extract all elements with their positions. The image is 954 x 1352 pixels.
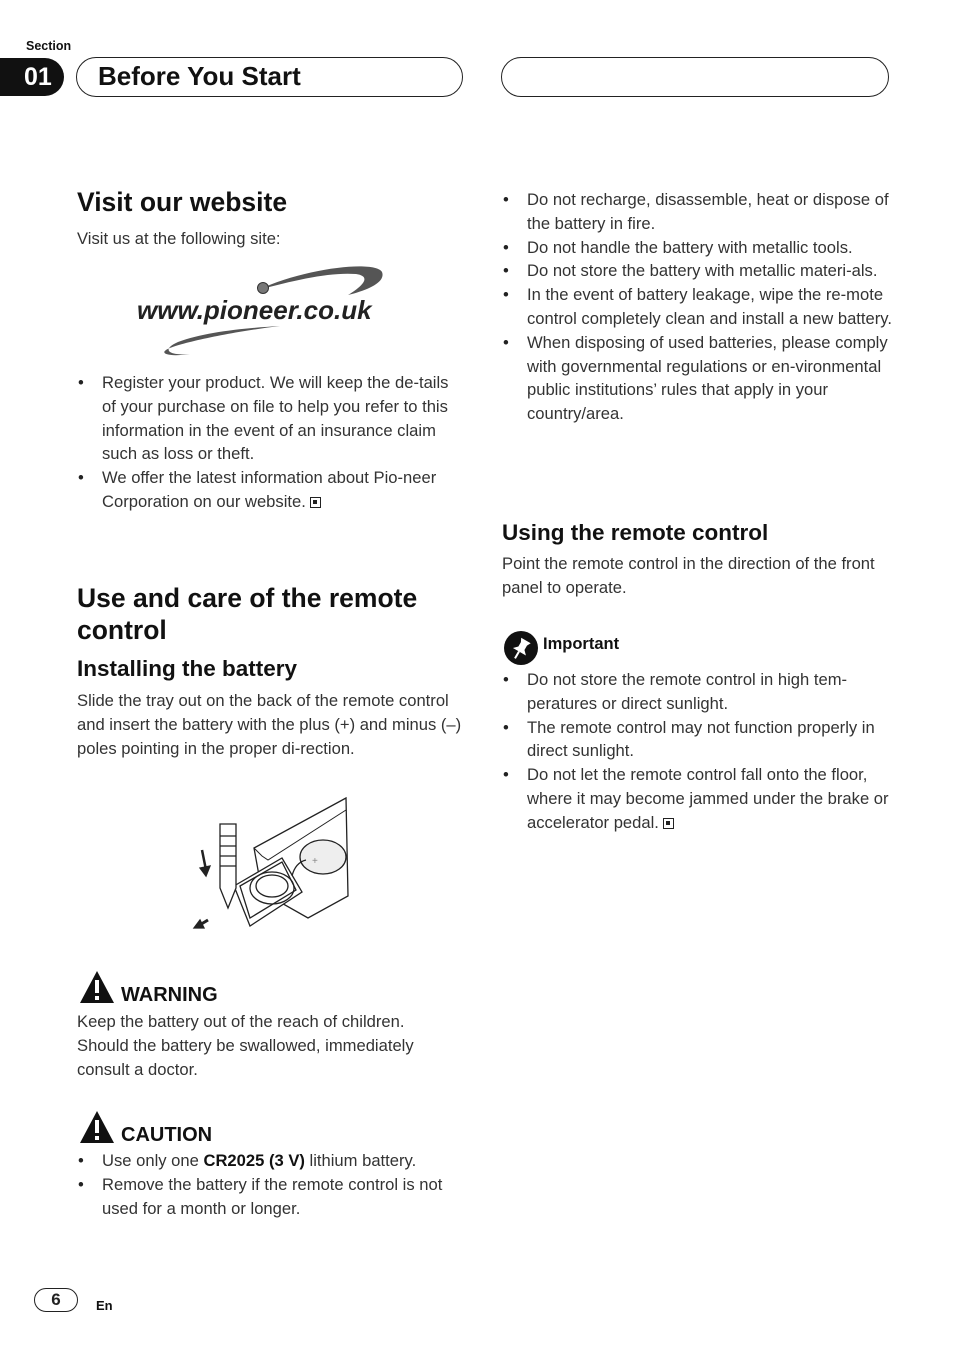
battery-care-bullets: [502, 188, 894, 426]
using-heading: Using the remote control: [502, 520, 769, 545]
battery-insertion-illustration: [190, 796, 352, 938]
list-item: • Register your product. We will keep the de-tails of your purchase on file to help you refer to this information in the event of an insurance claim such as loss or theft.: [77, 371, 463, 466]
list-item: • Do not store the battery with metallic materi-als.: [502, 259, 894, 283]
list-item: • Use only one CR2025 (3 V) lithium battery.: [77, 1149, 467, 1173]
installing-heading: Installing the battery: [77, 656, 298, 681]
section-number: 01: [0, 58, 64, 96]
list-item: • Do not store the remote control in high tem-peratures or direct sunlight.: [502, 668, 894, 716]
caution-title: CAUTION: [121, 1124, 213, 1146]
list-item: • Remove the battery if the remote control is not used for a month or longer.: [77, 1173, 467, 1221]
list-item: • When disposing of used batteries, please comply with governmental regulations or en-vironmental public institutions’ rules that apply in your country/area.: [502, 331, 894, 426]
warning-title: WARNING: [121, 984, 218, 1006]
list-item: • The remote control may not function properly in direct sunlight.: [502, 716, 894, 764]
caution-icon: [79, 1110, 115, 1144]
end-mark-icon: [310, 497, 321, 508]
important-pin-icon: [503, 630, 539, 666]
end-mark-icon: [663, 818, 674, 829]
page-number: 6: [34, 1288, 78, 1312]
logo-text: www.pioneer.co.uk: [137, 295, 372, 325]
warning-icon: [79, 970, 115, 1004]
section-label: Section: [26, 39, 72, 53]
section-title: Before You Start: [76, 57, 463, 97]
installing-body: Slide the tray out on the back of the remote control and insert the battery with the plus (+) and minus (–) poles pointing in the proper di-rection.: [77, 691, 462, 758]
warning-body: Keep the battery out of the reach of children. Should the battery be swallowed, immediately consult a doctor.: [77, 1012, 414, 1079]
language-code: En: [96, 1298, 113, 1313]
list-item: • Do not recharge, disassemble, heat or dispose of the battery in fire.: [502, 188, 894, 236]
pioneer-website-logo: [130, 262, 415, 360]
svg-text:+: +: [312, 856, 318, 867]
list-item: • In the event of battery leakage, wipe the re-mote control completely clean and install a new battery.: [502, 283, 894, 331]
care-heading: Use and care of the remote control: [77, 583, 418, 645]
visit-bullets: [77, 371, 463, 514]
important-bullets: [502, 668, 894, 835]
visit-heading: Visit our website: [77, 187, 288, 217]
using-body: Point the remote control in the direction of the front panel to operate.: [502, 554, 875, 597]
header-blank-pill: [501, 57, 889, 97]
list-item: • Do not handle the battery with metallic tools.: [502, 236, 894, 260]
list-item: • We offer the latest information about Pio-neer Corporation on our website.: [77, 466, 463, 514]
caution-bullets: [77, 1149, 467, 1220]
important-label: Important: [543, 635, 620, 653]
list-item: • Do not let the remote control fall onto the floor, where it may become jammed under the brake or accelerator pedal.: [502, 763, 894, 834]
visit-intro: Visit us at the following site:: [77, 229, 281, 248]
battery-type: CR2025 (3 V): [203, 1151, 305, 1170]
